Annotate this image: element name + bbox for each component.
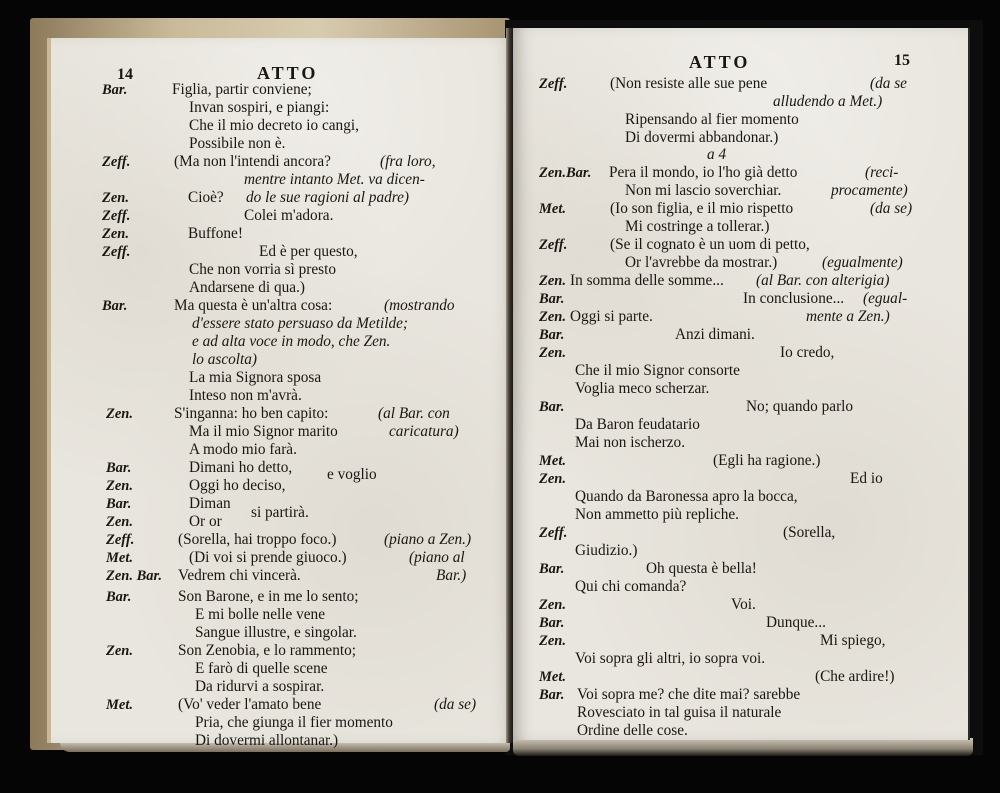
verse-line: Ed è per questo, [259, 243, 358, 260]
stage-direction: e ad alta voce in modo, che Zen. [192, 333, 391, 350]
verse-line: In somma delle somme... [570, 272, 724, 289]
verse-line: Non ammetto più repliche. [575, 506, 739, 523]
verse-line: Son Zenobia, e lo rammento; [178, 642, 356, 659]
stage-direction: alludendo a Met.) [773, 93, 883, 110]
stage-direction: (al Bar. con alterigia) [756, 272, 890, 289]
verse-line: Quando da Baronessa apro la bocca, [575, 488, 798, 505]
stage-direction: (da se) [870, 200, 913, 217]
verse-line: (Vo' veder l'amato bene [178, 696, 322, 713]
speaker: Zen. [102, 190, 129, 206]
stage-direction: (reci- [865, 164, 899, 181]
speaker: Zeff. [539, 76, 568, 92]
page-stack-edge-right [513, 738, 973, 756]
speaker: Zen.Bar. [539, 165, 592, 181]
stage-direction: do le sue ragioni al padre) [246, 189, 410, 206]
right-page [513, 28, 970, 740]
verse-line: Mi spiego, [820, 632, 886, 649]
stage-direction: mente a Zen.) [806, 308, 890, 325]
verse-line: Ma questa è un'altra cosa: [174, 297, 333, 314]
verse-line: Oh questa è bella! [646, 560, 757, 577]
verse-line: Vedrem chi vincerà. [178, 567, 301, 584]
verse-line: Che il mio Signor consorte [575, 362, 740, 379]
verse-line: Figlia, partir conviene; [172, 81, 312, 98]
stage-direction: caricatura) [389, 423, 459, 440]
speaker: Zeff. [539, 525, 568, 541]
verse-line: Voi sopra me? che dite mai? sarebbe [577, 686, 801, 703]
stage-direction: mentre intanto Met. va dicen- [244, 171, 425, 188]
ensemble-marker: a 4 [707, 146, 727, 163]
speaker: Met. [106, 697, 133, 713]
verse-line: Dimani ho detto, [189, 459, 293, 476]
stage-direction: (egual- [863, 290, 908, 307]
speaker: Zen. [539, 309, 566, 325]
speaker: Zen. Bar. [106, 568, 162, 584]
verse-line: Invan sospiri, e piangi: [189, 99, 330, 116]
speaker: Bar. [106, 589, 132, 605]
verse-line: Pera il mondo, io l'ho già detto [609, 164, 798, 181]
verse-line: Voglia meco scherzar. [575, 380, 710, 397]
verse-line: Di dovermi allontanar.) [195, 732, 339, 749]
verse-line: Or l'avrebbe da mostrar.) [625, 254, 778, 271]
verse-line: Mi costringe a tollerar.) [625, 218, 770, 235]
verse-line-joined: e voglio [327, 466, 377, 483]
speaker: Zen. [106, 406, 133, 422]
speaker: Zeff. [102, 244, 131, 260]
speaker: Zen. [102, 226, 129, 242]
verse-line: Andarsene di qua.) [189, 279, 305, 296]
speaker: Bar. [539, 291, 565, 307]
left-page [47, 38, 513, 749]
verse-line: (Se il cognato è un uom di petto, [610, 236, 810, 253]
speaker: Met. [106, 550, 133, 566]
stage-direction: (fra loro, [380, 153, 436, 170]
speaker: Bar. [539, 687, 565, 703]
speaker: Bar. [102, 298, 128, 314]
verse-line: Di dovermi abbandonar.) [625, 129, 779, 146]
speaker: Zen. [539, 633, 566, 649]
verse-line: E mi bolle nelle vene [195, 606, 325, 623]
verse-line: Sangue illustre, e singolar. [195, 624, 357, 641]
speaker: Zen. [106, 514, 133, 530]
stage-direction: d'essere stato persuaso da Metilde; [192, 315, 408, 332]
verse-line: Da Baron feudatario [575, 416, 700, 433]
speaker: Zen. [106, 643, 133, 659]
verse-line: Diman [189, 495, 231, 512]
verse-line: Or or [189, 513, 222, 530]
stage-direction: Bar.) [436, 567, 467, 584]
verse-line: Ordine delle cose. [577, 722, 688, 739]
speaker: Zen. [539, 345, 566, 361]
verse-line: S'inganna: ho ben capito: [174, 405, 329, 422]
speaker: Met. [539, 201, 566, 217]
verse-line: Io credo, [780, 344, 835, 361]
speaker: Bar. [539, 561, 565, 577]
speaker: Zeff. [106, 532, 135, 548]
verse-line: Rovesciato in tal guisa il naturale [577, 704, 782, 721]
speaker: Met. [539, 669, 566, 685]
stage-direction: procamente) [831, 182, 908, 199]
verse-line: No; quando parlo [746, 398, 854, 415]
speaker: Bar. [539, 399, 565, 415]
verse-line: Colei m'adora. [244, 207, 334, 224]
speaker: Zen. [539, 597, 566, 613]
speaker: Zen. [106, 478, 133, 494]
speaker: Bar. [106, 496, 132, 512]
stage-direction: (egualmente) [822, 254, 903, 271]
verse-line: Dunque... [766, 614, 826, 631]
verse-line: (Non resiste alle sue pene [610, 75, 768, 92]
verse-line: Ed io [850, 470, 883, 487]
verse-line: La mia Signora sposa [189, 369, 322, 386]
verse-line: Buffone! [188, 225, 243, 242]
stage-direction: (piano al [409, 549, 465, 566]
verse-line: (Io son figlia, e il mio rispetto [610, 200, 794, 217]
verse-line: Giudizio.) [575, 542, 638, 559]
stage-direction: (mostrando [384, 297, 455, 314]
verse-line: (Che ardire!) [815, 668, 895, 685]
stage-direction: (al Bar. con [378, 405, 450, 422]
verse-line: (Ma non l'intendi ancora? [174, 153, 331, 170]
stage-direction: lo ascolta) [192, 351, 258, 368]
verse-line: Oggi si parte. [570, 308, 653, 325]
verse-line: A modo mio farà. [189, 441, 297, 458]
verse-line: Ripensando al fier momento [625, 111, 799, 128]
verse-line: Voi sopra gli altri, io sopra voi. [575, 650, 766, 667]
speaker: Bar. [539, 615, 565, 631]
verse-line: Pria, che giunga il fier momento [195, 714, 393, 731]
verse-line: In conclusione... [743, 290, 845, 307]
speaker: Met. [539, 453, 566, 469]
verse-line: Son Barone, e in me lo sento; [178, 588, 359, 605]
verse-line: (Sorella, [783, 524, 836, 541]
stage-direction: (da se) [434, 696, 477, 713]
verse-line: (Di voi si prende giuoco.) [189, 549, 347, 566]
speaker: Bar. [106, 460, 132, 476]
speaker: Bar. [102, 82, 128, 98]
speaker: Zen. [539, 471, 566, 487]
stage-direction: (da se [870, 75, 907, 92]
verse-line-joined: si partirà. [251, 504, 309, 521]
verse-line: (Sorella, hai troppo foco.) [178, 531, 337, 548]
page-number-right: 15 [894, 52, 910, 69]
verse-line: Inteso non m'avrà. [189, 387, 302, 404]
speaker: Zen. [539, 273, 566, 289]
stage-direction: (piano a Zen.) [384, 531, 472, 548]
speaker: Zeff. [539, 237, 568, 253]
speaker: Zeff. [102, 208, 131, 224]
verse-line: E farò di quelle scene [195, 660, 328, 677]
book-gutter [506, 28, 513, 743]
running-head-left: ATTO [257, 63, 319, 83]
verse-line: Che il mio decreto io cangi, [189, 117, 359, 134]
running-head-right: ATTO [689, 52, 751, 72]
verse-line: Da ridurvi a sospirar. [195, 678, 325, 695]
verse-line: Oggi ho deciso, [189, 477, 286, 494]
verse-line: (Egli ha ragione.) [713, 452, 821, 469]
verse-line: Non mi lascio soverchiar. [625, 182, 782, 199]
verse-line: Cioè? [188, 189, 224, 206]
speaker: Bar. [539, 327, 565, 343]
speaker: Zeff. [102, 154, 131, 170]
verse-line: Che non vorria sì presto [189, 261, 336, 278]
verse-line: Voi. [731, 596, 756, 613]
verse-line: Qui chi comanda? [575, 578, 687, 595]
verse-line: Anzi dimani. [675, 326, 755, 343]
page-number-left: 14 [117, 66, 133, 83]
verse-line: Possibile non è. [189, 135, 286, 152]
verse-line: Mai non ischerzo. [575, 434, 686, 451]
verse-line: Ma il mio Signor marito [189, 423, 338, 440]
